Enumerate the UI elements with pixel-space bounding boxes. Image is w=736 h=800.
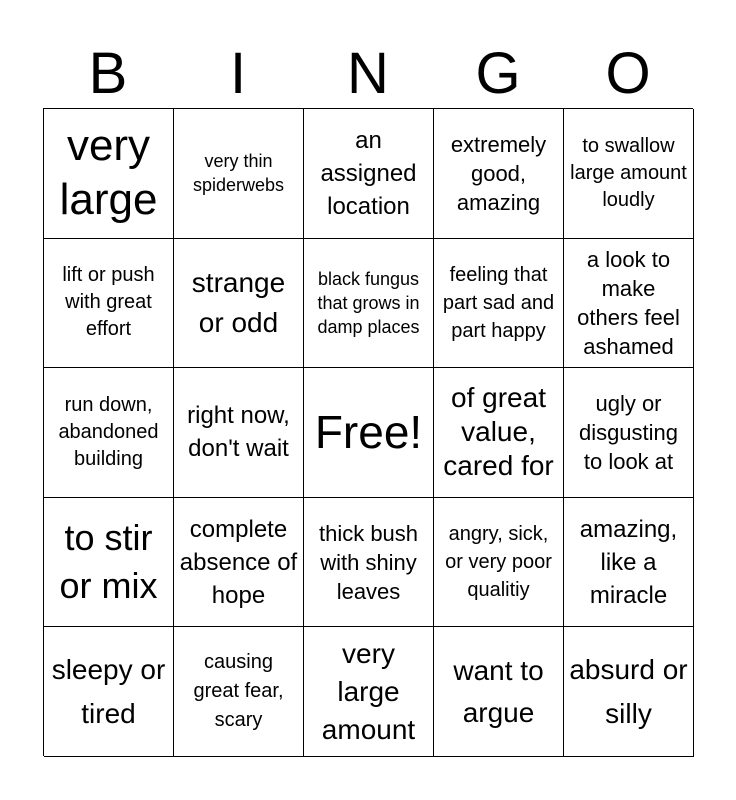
bingo-cell-r1-c2[interactable] [174,109,304,239]
bingo-cell-r1-c5[interactable] [564,109,694,239]
bingo-cell-r2-c2[interactable] [174,239,304,369]
bingo-cell-r1-c4[interactable] [434,109,564,239]
cell-text: causing great fear, scary [193,651,284,732]
cell-text: ugly or disgusting to look at [578,390,679,474]
cell-text: right now, don't wait [187,402,290,463]
cell-text: extremely good, amazing [450,131,547,215]
bingo-cell-r2-c5[interactable] [564,239,694,369]
bingo-cell-free[interactable] [304,368,434,498]
cell-text: of great value, cared for [443,382,554,482]
bingo-cell-r3-c4[interactable] [434,368,564,498]
header-letter-o: O [605,41,651,106]
cell-text: feeling that part sad and part happy [442,263,555,342]
cell-text: an assigned location [320,126,417,220]
bingo-cell-r2-c1[interactable] [44,239,174,369]
cell-text: lift or push with great effort [62,264,155,341]
header-letter-b: B [88,41,128,106]
cell-text: very large [59,121,158,225]
cell-text: to swallow large amount loudly [570,134,687,211]
header-letter-g: G [475,41,521,106]
bingo-cell-r2-c4[interactable] [434,239,564,369]
cell-text: complete absence of hope [179,515,298,609]
cell-text: absurd or silly [569,653,688,729]
cell-text: very large amount [321,637,416,745]
bingo-cell-r4-c5[interactable] [564,498,694,628]
cell-text: strange or odd [191,266,286,338]
cell-text: sleepy or tired [51,653,166,729]
cell-text: angry, sick, or very poor qualitiy [445,523,552,602]
cell-text: want to argue [453,654,544,728]
bingo-cell-r1-c3[interactable] [304,109,434,239]
header-letter-i: I [229,41,247,106]
bingo-cell-r5-c4[interactable] [434,627,564,757]
bingo-grid [43,108,693,756]
bingo-cell-r1-c1[interactable] [44,109,174,239]
bingo-cell-r2-c3[interactable] [304,239,434,369]
bingo-cell-r5-c2[interactable] [174,627,304,757]
bingo-header [43,40,693,108]
bingo-cell-r4-c4[interactable] [434,498,564,628]
bingo-cell-r4-c2[interactable] [174,498,304,628]
cell-text: black fungus that grows in damp places [317,268,420,337]
bingo-cell-r5-c5[interactable] [564,627,694,757]
bingo-cell-r3-c5[interactable] [564,368,694,498]
cell-text: a look to make others feel ashamed [577,246,680,359]
bingo-cell-r3-c2[interactable] [174,368,304,498]
cell-text: to stir or mix [59,517,158,607]
header-letter-n: N [347,41,389,106]
bingo-cell-r5-c1[interactable] [44,627,174,757]
bingo-cell-r4-c1[interactable] [44,498,174,628]
cell-text: thick bush with shiny leaves [318,520,419,604]
bingo-cell-r5-c3[interactable] [304,627,434,757]
free-space-text: Free! [314,406,423,459]
bingo-cell-r4-c3[interactable] [304,498,434,628]
bingo-cell-r3-c1[interactable] [44,368,174,498]
cell-text: amazing, like a miracle [579,515,678,609]
cell-text: very thin spiderwebs [192,151,285,196]
cell-text: run down, abandoned building [58,393,159,470]
